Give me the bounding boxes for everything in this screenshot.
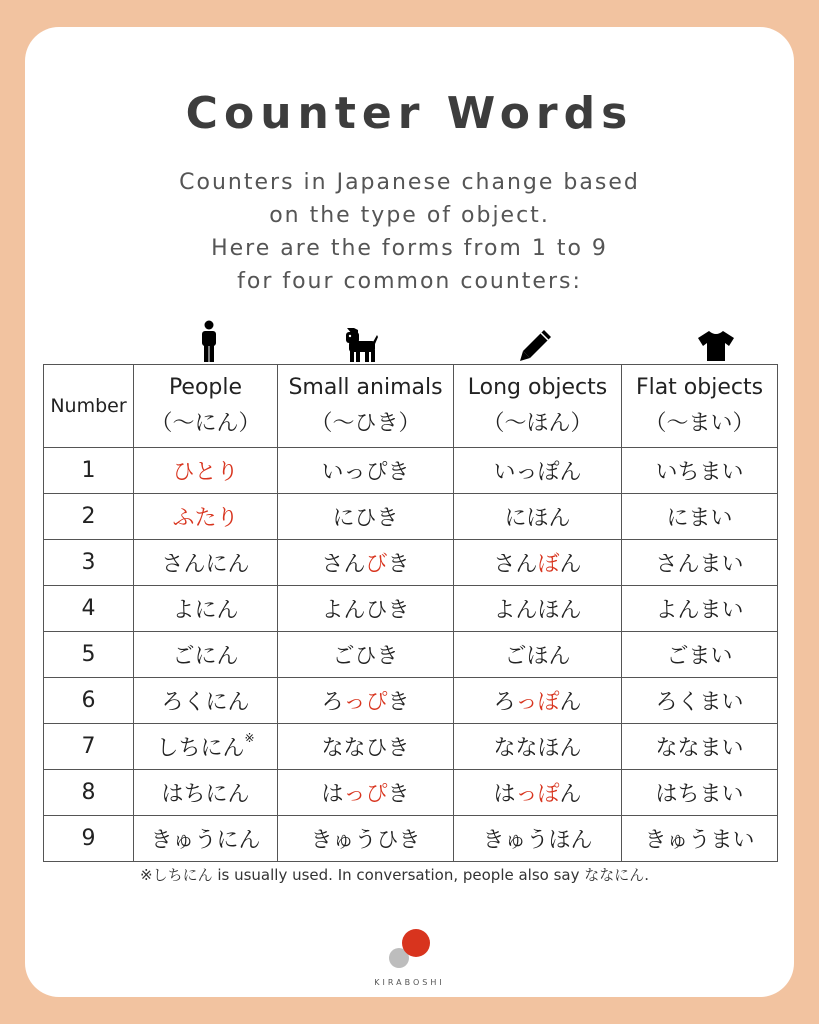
kana: よんまい [655,598,744,623]
column-reading: （～まい） [644,411,755,436]
note-mark: ※ [244,731,255,745]
pencil-icon [519,328,553,362]
page-title: Counter Words [185,88,634,139]
cell-long-objects [454,724,622,770]
kana: さんにん [161,552,250,577]
logo-text: KIRABOSHI [374,978,445,987]
subtitle-line: Here are the forms from 1 to 9 [211,236,608,261]
cell-people [134,632,278,678]
cell-people [134,724,278,770]
cell-people [134,494,278,540]
cell-people [134,816,278,862]
table-header-row [44,365,778,448]
kana: はちまい [655,782,744,807]
row-number: 2 [44,494,134,540]
column-reading: （～にん） [150,411,261,436]
cell-people [134,586,278,632]
kana: ろくまい [655,690,744,715]
subtitle-line: for four common counters: [237,269,582,294]
subtitle-line: on the type of object. [269,203,550,228]
cell-small-animals [278,770,454,816]
kana: ななまい [655,736,744,761]
table-body [44,448,778,862]
kana: いっぴき [321,460,410,485]
column-reading: （～ほん） [482,411,593,436]
kana: さん [321,552,366,577]
kana: しちにん [156,736,245,761]
kana: ごほん [504,644,571,669]
column-label: Small animals [288,375,443,400]
number-header: Number [44,365,134,448]
cell-small-animals [278,586,454,632]
cell-long-objects [454,678,622,724]
counter-table [43,364,778,862]
kana: にひき [332,506,399,531]
row-number: 3 [44,540,134,586]
cell-long-objects [454,586,622,632]
kana: ん [559,552,582,577]
kana: にまい [666,506,733,531]
highlighted-kana: ひとり [172,460,239,485]
column-label: Long objects [467,375,608,400]
kana: きゅうひき [310,828,421,853]
kana: ろくにん [161,690,250,715]
cell-flat-objects [622,494,778,540]
table-row [44,770,778,816]
cell-small-animals [278,540,454,586]
kana: きゅうまい [644,828,755,853]
table-row [44,494,778,540]
cell-long-objects [454,494,622,540]
cell-flat-objects [622,724,778,770]
table-row [44,724,778,770]
row-number: 4 [44,586,134,632]
kana: ななひき [321,736,410,761]
kana: きゅうほん [482,828,593,853]
kana: き [387,782,410,807]
kana: は [493,782,516,807]
kana: ろ [493,690,516,715]
table-row [44,678,778,724]
cell-flat-objects [622,586,778,632]
dog-icon [344,326,378,362]
kana: さん [493,552,538,577]
cell-small-animals [278,724,454,770]
kana: き [387,552,410,577]
highlighted-kana: ぼ [537,552,560,577]
column-icons [0,320,819,364]
kana: ごにん [172,644,239,669]
cell-flat-objects [622,816,778,862]
row-number: 7 [44,724,134,770]
cell-flat-objects [622,448,778,494]
cell-small-animals [278,494,454,540]
cell-flat-objects [622,540,778,586]
cell-small-animals [278,448,454,494]
row-number: 8 [44,770,134,816]
column-header-long-objects [454,365,622,448]
table-row [44,632,778,678]
cell-small-animals [278,678,454,724]
row-number: 9 [44,816,134,862]
cell-people [134,540,278,586]
cell-flat-objects [622,770,778,816]
row-number: 5 [44,632,134,678]
kana: きゅうにん [150,828,261,853]
kana: は [321,782,344,807]
footnote: ※しちにん is usually used. In conversation, people also say ななにん. [140,866,650,884]
column-label: People [168,375,243,400]
cell-long-objects [454,770,622,816]
table-row [44,586,778,632]
table-row [44,816,778,862]
kana: よにん [172,598,239,623]
table-row [44,448,778,494]
column-label: Flat objects [635,375,764,400]
kana: ん [559,782,582,807]
kana: き [387,690,410,715]
person-icon [199,320,219,362]
column-header-flat-objects [622,365,778,448]
highlighted-kana: び [365,552,388,577]
kana: ん [559,690,582,715]
kana: ごまい [666,644,733,669]
kana: さんまい [655,552,744,577]
cell-long-objects [454,448,622,494]
cell-people [134,448,278,494]
kana: いっぽん [493,460,582,485]
table-row [44,540,778,586]
cell-small-animals [278,632,454,678]
kana: よんひき [321,598,410,623]
kana: ろ [321,690,344,715]
row-number: 6 [44,678,134,724]
highlighted-kana: ふたり [172,506,239,531]
highlighted-kana: っぴ [343,782,388,807]
kana: にほん [504,506,571,531]
cell-long-objects [454,816,622,862]
kana: ごひき [332,644,399,669]
cell-flat-objects [622,678,778,724]
shirt-icon [697,330,735,362]
highlighted-kana: っぴ [343,690,388,715]
kana: はちにん [161,782,250,807]
row-number: 1 [44,448,134,494]
cell-people [134,770,278,816]
kana: いちまい [655,460,744,485]
subtitle-line: Counters in Japanese change based [179,170,640,195]
cell-flat-objects [622,632,778,678]
kana: よんほん [493,598,582,623]
column-reading: （～ひき） [310,411,421,436]
column-header-small-animals [278,365,454,448]
kana: ななほん [493,736,582,761]
kiraboshi-logo-icon [380,925,440,973]
cell-people [134,678,278,724]
column-header-people [134,365,278,448]
highlighted-kana: っぽ [515,690,560,715]
cell-long-objects [454,632,622,678]
highlighted-kana: っぽ [515,782,560,807]
cell-small-animals [278,816,454,862]
cell-long-objects [454,540,622,586]
subtitle [0,166,819,298]
